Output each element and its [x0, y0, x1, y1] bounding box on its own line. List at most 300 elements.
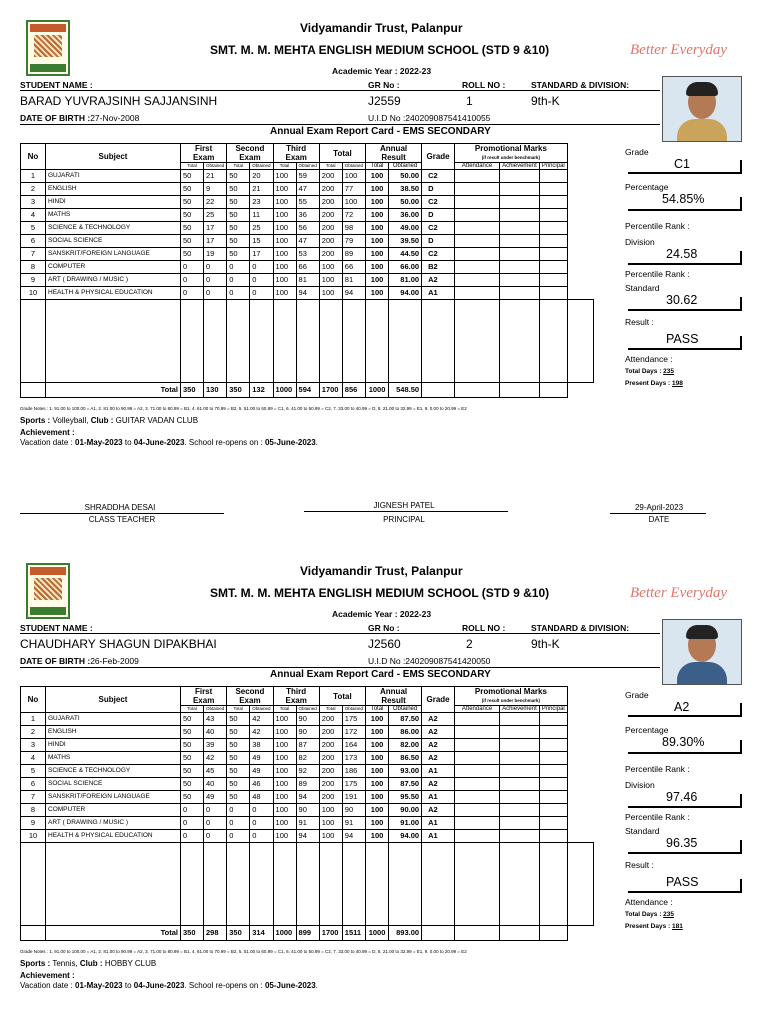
roll-label: ROLL NO :: [462, 623, 506, 633]
gr-label: GR No :: [368, 623, 400, 633]
subject-grade: C2: [422, 196, 455, 209]
annual-obtained: 36.00: [389, 209, 422, 222]
mark-cell: 90: [296, 713, 319, 726]
annual-total: 100: [366, 209, 389, 222]
mark-cell: 90: [296, 726, 319, 739]
school-motto: Better Everyday: [630, 585, 728, 601]
mark-cell: 50: [227, 726, 250, 739]
mark-cell: 42: [250, 726, 273, 739]
mark-cell: 0: [204, 817, 227, 830]
mark-cell: 38: [250, 739, 273, 752]
mark-cell: 25: [204, 209, 227, 222]
mark-cell: 50: [227, 248, 250, 261]
roll-number: 1: [466, 94, 473, 108]
report-title: Annual Exam Report Card - EMS SECONDARY: [270, 126, 491, 137]
mark-cell: 164: [342, 739, 365, 752]
annual-obtained: 38.50: [389, 183, 422, 196]
mark-cell: 0: [181, 804, 204, 817]
mark-cell: 43: [204, 713, 227, 726]
row-number: 1: [21, 170, 46, 183]
subject-grade: A2: [422, 274, 455, 287]
subject-grade: A1: [422, 765, 455, 778]
subject-name: SANSKRIT/FOREIGN LANGUAGE: [46, 791, 181, 804]
grade-notes: Grade Notes : 1. 91.00 to 100.00 = A1, 2. 81.00 to 90.99 = A2, 3. 71.00 to 80.99 = B1, 4. 61.00 to 70.99 = B2, 5. 51.00 to 60.99 = C1, 6. 41.00 to 50.99 = C2, 7. 33.00 to 40.99 = D, 8. 21.00 to 32.99 = E1, 9. 0.00 to 20.99 = E2: [20, 949, 467, 954]
subject-name: SCIENCE & TECHNOLOGY: [46, 765, 181, 778]
mark-cell: 200: [319, 752, 342, 765]
mark-cell: 0: [204, 804, 227, 817]
mark-cell: 94: [296, 791, 319, 804]
percentage-value: 54.85%: [662, 192, 705, 206]
total-cell: 350: [181, 926, 204, 941]
mark-cell: 200: [319, 778, 342, 791]
mark-cell: 91: [296, 817, 319, 830]
row-number: 10: [21, 287, 46, 300]
table-row: [21, 778, 594, 791]
table-row: [21, 235, 594, 248]
subject-name: HINDI: [46, 196, 181, 209]
subject-grade: D: [422, 183, 455, 196]
mark-cell: 82: [296, 752, 319, 765]
mark-cell: 100: [273, 209, 296, 222]
mark-cell: 100: [273, 261, 296, 274]
mark-cell: 48: [250, 791, 273, 804]
mark-cell: 11: [250, 209, 273, 222]
subject-name: ENGLISH: [46, 183, 181, 196]
mark-cell: 100: [273, 183, 296, 196]
mark-cell: 50: [227, 209, 250, 222]
total-cell: 1700: [319, 926, 342, 941]
school-motto: Better Everyday: [630, 42, 728, 58]
annual-total: 100: [366, 235, 389, 248]
uid-number: U.I.D No :240209087541410055: [368, 113, 491, 123]
mark-cell: 21: [204, 170, 227, 183]
row-number: 8: [21, 261, 46, 274]
grade-label: Grade: [625, 690, 649, 700]
student-name: BARAD YUVRAJSINH SAJJANSINH: [20, 94, 218, 108]
marks-table: No Subject First Exam Second Exam Third Exam Total Annual Result Grade Promotional Marks (if result under benchmark) Total Obtained Total Obtained Total Obtained Total Obtained Total Obtained Attendance Achievement Principal 1 GUJARATI 50 21 50 20 100 59 200 100 100 50.00 C2 2 ENGLISH 50 9 50 21 100 47 200 77 100 38.50 D 3 HINDI 50 22 50 23 100 55 200 100 100 50.00 C2 4 MATHS 50 25 50 11 100 36 200 72 100 36.00 D 5 SCIENCE & TECHNOLOGY 50 17 50 25 100 56 200 98 100 49.00 C2 6 SOCIAL SCIENCE 50 17 50 15 100 47 200 79 100 39.50 D 7 SANSKRIT/FOREIGN LANGUAGE 50 19 50 17 100 53 200 89 100 44.50 C2 8 COMPUTER 0 0 0 0 100 66 100 66 100 66.00 B2 9 ART ( DRAWING / MUSIC ) 0 0 0 0 100 81 100 81 100 81.00 A2 10 HEALTH & PHYSICAL EDUCATION 0 0 0 0 100 94 100 94 100 94.00 A1 Total 350 130 350 132 1000 594 1700 856 1000 548.50: [20, 143, 594, 398]
total-cell: 893.00: [389, 926, 422, 941]
col-third-exam: Third Exam: [273, 144, 319, 163]
division-label: Division: [625, 237, 655, 247]
mark-cell: 50: [181, 726, 204, 739]
subject-grade: A2: [422, 739, 455, 752]
annual-obtained: 50.00: [389, 170, 422, 183]
mark-cell: 90: [296, 804, 319, 817]
col-first-exam: First Exam: [181, 687, 227, 706]
mark-cell: 50: [227, 222, 250, 235]
annual-obtained: 94.00: [389, 830, 422, 843]
table-row: [21, 791, 594, 804]
mark-cell: 0: [250, 817, 273, 830]
mark-cell: 50: [227, 791, 250, 804]
mark-cell: 17: [250, 248, 273, 261]
mark-cell: 94: [296, 830, 319, 843]
mark-cell: 200: [319, 209, 342, 222]
mark-cell: 40: [204, 778, 227, 791]
standard-label: Standard: [625, 283, 660, 293]
standard-label: STANDARD & DIVISION:: [531, 623, 630, 633]
school-name: SMT. M. M. MEHTA ENGLISH MEDIUM SCHOOL (STD 9 &10): [210, 586, 550, 600]
col-third-exam: Third Exam: [273, 687, 319, 706]
present-days: Present Days : 181: [625, 923, 683, 930]
mark-cell: 0: [250, 274, 273, 287]
sports-club: Sports : Volleyball, Club : GUITAR VADAN CLUB: [20, 416, 199, 425]
row-number: 3: [21, 196, 46, 209]
annual-obtained: 87.50: [389, 713, 422, 726]
mark-cell: 0: [204, 830, 227, 843]
school-name: SMT. M. M. MEHTA ENGLISH MEDIUM SCHOOL (STD 9 &10): [210, 43, 550, 57]
school-logo: [26, 563, 70, 619]
col-no: No: [21, 687, 46, 713]
roll-label: ROLL NO :: [462, 80, 506, 90]
mark-cell: 100: [273, 196, 296, 209]
mark-cell: 22: [204, 196, 227, 209]
mark-cell: 100: [273, 170, 296, 183]
annual-obtained: 93.00: [389, 765, 422, 778]
mark-cell: 0: [227, 287, 250, 300]
total-cell: 548.50: [389, 383, 422, 398]
col-promotional-marks: Promotional Marks (if result under benchmark): [455, 144, 568, 163]
mark-cell: 91: [342, 817, 365, 830]
mark-cell: 17: [204, 235, 227, 248]
mark-cell: 100: [319, 287, 342, 300]
date-title: DATE: [648, 515, 670, 524]
mark-cell: 0: [204, 274, 227, 287]
annual-obtained: 81.00: [389, 274, 422, 287]
annual-total: 100: [366, 287, 389, 300]
annual-total: 100: [366, 261, 389, 274]
mark-cell: 100: [273, 778, 296, 791]
academic-year: Academic Year : 2022-23: [332, 66, 432, 76]
division-rank: 24.58: [666, 247, 698, 261]
subject-grade: D: [422, 235, 455, 248]
subject-grade: A1: [422, 287, 455, 300]
mark-cell: 47: [296, 183, 319, 196]
report-card: [0, 10, 768, 524]
achievement-label: Achievement :: [20, 428, 75, 437]
mark-cell: 42: [250, 713, 273, 726]
col-grade: Grade: [422, 687, 455, 713]
mark-cell: 100: [273, 804, 296, 817]
class-teacher-title: CLASS TEACHER: [88, 515, 156, 524]
subject-grade: A1: [422, 817, 455, 830]
total-days: Total Days : 235: [625, 368, 675, 375]
col-second-exam: Second Exam: [227, 144, 273, 163]
mark-cell: 175: [342, 713, 365, 726]
col-total: Total: [319, 144, 365, 163]
mark-cell: 0: [227, 274, 250, 287]
mark-cell: 50: [181, 739, 204, 752]
annual-total: 100: [366, 778, 389, 791]
overall-grade: C1: [674, 157, 690, 171]
mark-cell: 81: [296, 274, 319, 287]
report-title: Annual Exam Report Card - EMS SECONDARY: [270, 669, 491, 680]
mark-cell: 200: [319, 235, 342, 248]
annual-total: 100: [366, 791, 389, 804]
mark-cell: 53: [296, 248, 319, 261]
table-row: [21, 804, 594, 817]
subject-name: GUJARATI: [46, 170, 181, 183]
col-subject: Subject: [46, 687, 181, 713]
result-value: PASS: [666, 332, 699, 346]
annual-total: 100: [366, 274, 389, 287]
table-row: [21, 222, 594, 235]
mark-cell: 200: [319, 739, 342, 752]
subject-name: COMPUTER: [46, 804, 181, 817]
total-label: Total: [46, 383, 181, 398]
row-number: 5: [21, 765, 46, 778]
row-number: 5: [21, 222, 46, 235]
mark-cell: 0: [227, 804, 250, 817]
subject-name: SCIENCE & TECHNOLOGY: [46, 222, 181, 235]
total-cell: 298: [204, 926, 227, 941]
result-label: Result :: [625, 860, 654, 870]
mark-cell: 50: [227, 170, 250, 183]
mark-cell: 100: [273, 726, 296, 739]
subject-grade: D: [422, 209, 455, 222]
total-label: Total: [46, 926, 181, 941]
mark-cell: 200: [319, 183, 342, 196]
subject-name: GUJARATI: [46, 713, 181, 726]
student-photo: [662, 619, 742, 685]
mark-cell: 50: [181, 222, 204, 235]
achievement-label: Achievement :: [20, 971, 75, 980]
school-logo: [26, 20, 70, 76]
mark-cell: 0: [181, 274, 204, 287]
row-number: 4: [21, 209, 46, 222]
mark-cell: 0: [250, 287, 273, 300]
table-row: [21, 261, 594, 274]
mark-cell: 50: [181, 235, 204, 248]
totals-row: [21, 926, 594, 941]
mark-cell: 200: [319, 248, 342, 261]
table-row: [21, 726, 594, 739]
row-number: 1: [21, 713, 46, 726]
mark-cell: 50: [181, 765, 204, 778]
total-cell: 1000: [273, 926, 296, 941]
mark-cell: 39: [204, 739, 227, 752]
total-cell: 314: [250, 926, 273, 941]
mark-cell: 50: [181, 791, 204, 804]
grade-notes: Grade Notes : 1. 91.00 to 100.00 = A1, 2. 81.00 to 90.99 = A2, 3. 71.00 to 80.99 = B1, 4. 61.00 to 70.99 = B2, 5. 51.00 to 60.99 = C1, 6. 41.00 to 50.99 = C2, 7. 33.00 to 40.99 = D, 8. 21.00 to 32.99 = E1, 9. 0.00 to 20.99 = E2: [20, 406, 467, 411]
mark-cell: 66: [342, 261, 365, 274]
mark-cell: 0: [227, 830, 250, 843]
mark-cell: 200: [319, 222, 342, 235]
class-teacher-name: SHRADDHA DESAI: [84, 503, 156, 512]
mark-cell: 100: [319, 830, 342, 843]
mark-cell: 100: [319, 817, 342, 830]
mark-cell: 0: [181, 261, 204, 274]
gr-number: J2560: [368, 637, 401, 651]
mark-cell: 15: [250, 235, 273, 248]
col-no: No: [21, 144, 46, 170]
col-first-exam: First Exam: [181, 144, 227, 163]
row-number: 9: [21, 817, 46, 830]
mark-cell: 89: [342, 248, 365, 261]
total-days: Total Days : 235: [625, 911, 675, 918]
subject-name: SANSKRIT/FOREIGN LANGUAGE: [46, 248, 181, 261]
percentage-value: 89.30%: [662, 735, 705, 749]
mark-cell: 175: [342, 778, 365, 791]
mark-cell: 47: [296, 235, 319, 248]
mark-cell: 100: [273, 248, 296, 261]
mark-cell: 89: [296, 778, 319, 791]
report-date: 29-April-2023: [634, 503, 684, 512]
mark-cell: 50: [227, 739, 250, 752]
principal-title: PRINCIPAL: [383, 515, 425, 524]
annual-total: 100: [366, 752, 389, 765]
percentile-rank-label: Percentile Rank :: [625, 812, 690, 822]
mark-cell: 173: [342, 752, 365, 765]
row-number: 8: [21, 804, 46, 817]
standard-label: STANDARD & DIVISION:: [531, 80, 630, 90]
mark-cell: 94: [342, 830, 365, 843]
mark-cell: 17: [204, 222, 227, 235]
mark-cell: 20: [250, 170, 273, 183]
mark-cell: 0: [250, 830, 273, 843]
mark-cell: 100: [273, 817, 296, 830]
subject-grade: A2: [422, 713, 455, 726]
total-cell: 1000: [273, 383, 296, 398]
annual-total: 100: [366, 170, 389, 183]
mark-cell: 100: [273, 752, 296, 765]
table-row: [21, 274, 594, 287]
mark-cell: 49: [250, 765, 273, 778]
uid-number: U.I.D No :240209087541420050: [368, 656, 491, 666]
mark-cell: 40: [204, 726, 227, 739]
mark-cell: 77: [342, 183, 365, 196]
total-cell: 1000: [366, 926, 389, 941]
mark-cell: 23: [250, 196, 273, 209]
total-cell: 594: [296, 383, 319, 398]
annual-obtained: 39.50: [389, 235, 422, 248]
student-name-label: STUDENT NAME :: [20, 80, 93, 90]
total-cell: 1000: [366, 383, 389, 398]
table-row: [21, 713, 594, 726]
mark-cell: 200: [319, 726, 342, 739]
subject-name: COMPUTER: [46, 261, 181, 274]
mark-cell: 0: [250, 804, 273, 817]
mark-cell: 0: [250, 261, 273, 274]
annual-obtained: 44.50: [389, 248, 422, 261]
table-row: [21, 765, 594, 778]
total-cell: 132: [250, 383, 273, 398]
subject-name: SOCIAL SCIENCE: [46, 778, 181, 791]
mark-cell: 36: [296, 209, 319, 222]
mark-cell: 49: [250, 752, 273, 765]
percentile-rank-label: Percentile Rank :: [625, 221, 690, 231]
row-number: 10: [21, 830, 46, 843]
standard-division: 9th-K: [531, 637, 560, 651]
subject-name: HEALTH & PHYSICAL EDUCATION: [46, 830, 181, 843]
col-grade: Grade: [422, 144, 455, 170]
table-row: [21, 287, 594, 300]
mark-cell: 200: [319, 196, 342, 209]
mark-cell: 50: [181, 170, 204, 183]
standard-label: Standard: [625, 826, 660, 836]
total-cell: 350: [181, 383, 204, 398]
mark-cell: 87: [296, 739, 319, 752]
mark-cell: 94: [296, 287, 319, 300]
report-card: [0, 553, 768, 1023]
percentile-rank-label: Percentile Rank :: [625, 764, 690, 774]
annual-obtained: 49.00: [389, 222, 422, 235]
subject-grade: A2: [422, 752, 455, 765]
trust-name: Vidyamandir Trust, Palanpur: [300, 21, 463, 35]
annual-total: 100: [366, 713, 389, 726]
mark-cell: 81: [342, 274, 365, 287]
col-annual-result: Annual Result: [366, 144, 422, 163]
subject-name: ART ( DRAWING / MUSIC ): [46, 817, 181, 830]
subject-name: ART ( DRAWING / MUSIC ): [46, 274, 181, 287]
annual-obtained: 82.00: [389, 739, 422, 752]
annual-total: 100: [366, 830, 389, 843]
percentage-label: Percentage: [625, 182, 669, 192]
mark-cell: 21: [250, 183, 273, 196]
mark-cell: 172: [342, 726, 365, 739]
annual-obtained: 94.00: [389, 287, 422, 300]
annual-total: 100: [366, 765, 389, 778]
mark-cell: 200: [319, 713, 342, 726]
table-row: [21, 209, 594, 222]
trust-name: Vidyamandir Trust, Palanpur: [300, 564, 463, 578]
annual-total: 100: [366, 248, 389, 261]
student-name-label: STUDENT NAME :: [20, 623, 93, 633]
col-promotional-marks: Promotional Marks (if result under benchmark): [455, 687, 568, 706]
subject-grade: C2: [422, 248, 455, 261]
roll-number: 2: [466, 637, 473, 651]
table-row: [21, 830, 594, 843]
mark-cell: 50: [227, 196, 250, 209]
mark-cell: 100: [273, 235, 296, 248]
mark-cell: 98: [342, 222, 365, 235]
subject-name: HINDI: [46, 739, 181, 752]
mark-cell: 79: [342, 235, 365, 248]
subject-name: MATHS: [46, 752, 181, 765]
total-cell: 899: [296, 926, 319, 941]
mark-cell: 0: [181, 287, 204, 300]
col-annual-result: Annual Result: [366, 687, 422, 706]
percentile-rank-label: Percentile Rank :: [625, 269, 690, 279]
subject-name: SOCIAL SCIENCE: [46, 235, 181, 248]
annual-obtained: 66.00: [389, 261, 422, 274]
subject-grade: A2: [422, 778, 455, 791]
mark-cell: 100: [273, 713, 296, 726]
mark-cell: 50: [181, 196, 204, 209]
mark-cell: 50: [181, 778, 204, 791]
row-number: 2: [21, 726, 46, 739]
division-rank: 97.46: [666, 790, 698, 804]
total-cell: 856: [342, 383, 365, 398]
row-number: 7: [21, 248, 46, 261]
gr-label: GR No :: [368, 80, 400, 90]
mark-cell: 0: [204, 261, 227, 274]
overall-grade: A2: [674, 700, 690, 714]
mark-cell: 100: [342, 170, 365, 183]
mark-cell: 100: [319, 804, 342, 817]
mark-cell: 50: [227, 752, 250, 765]
mark-cell: 19: [204, 248, 227, 261]
table-row: [21, 248, 594, 261]
present-days: Present Days : 198: [625, 380, 683, 387]
total-cell: 350: [227, 383, 250, 398]
annual-total: 100: [366, 817, 389, 830]
mark-cell: 200: [319, 765, 342, 778]
subject-name: HEALTH & PHYSICAL EDUCATION: [46, 287, 181, 300]
row-number: 9: [21, 274, 46, 287]
percentage-label: Percentage: [625, 725, 669, 735]
mark-cell: 100: [273, 274, 296, 287]
